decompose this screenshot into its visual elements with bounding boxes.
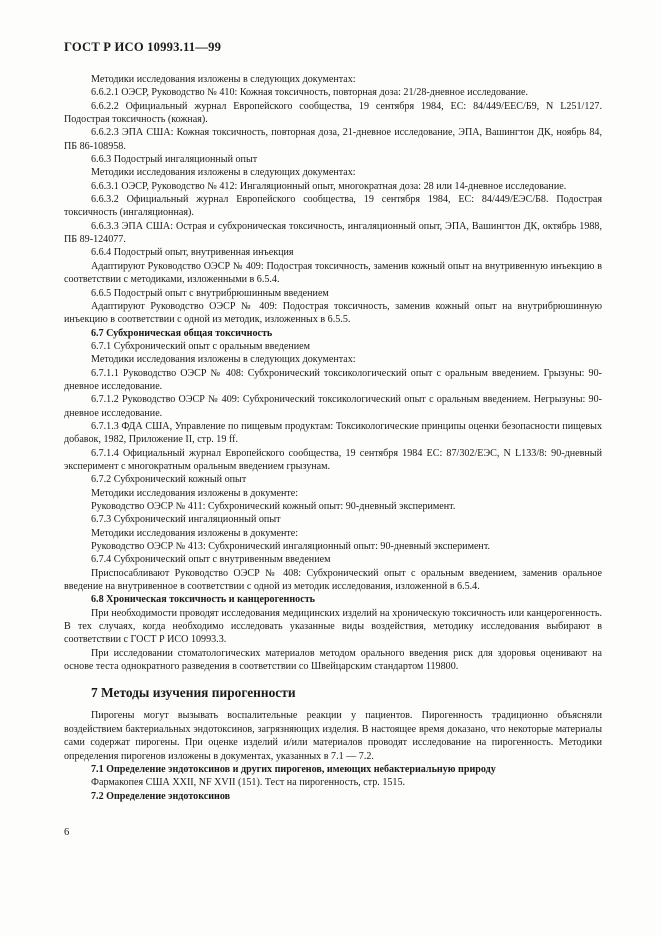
paragraph: Приспосабливают Руководство ОЭСР № 408: Субхронический опыт с оральным введением, заменив оральное введение на внутривенное в соответствии с одной из методик исследования, изложенной в 6.5.4. <box>64 567 602 593</box>
section-heading: 6.8 Хроническая токсичность и канцерогенность <box>91 594 315 606</box>
section-heading: 6.7 Субхроническая общая токсичность <box>91 327 273 339</box>
paragraph: Руководство ОЭСР № 413: Субхронический ингаляционный опыт: 90-дневный эксперимент. <box>91 541 491 553</box>
paragraph: Фармакопея США XXII, NF XVII (151). Тест на пирогенность, стр. 1515. <box>91 777 406 789</box>
paragraph: 6.6.3.3 ЭПА США: Острая и субхроническая токсичность, ингаляционный опыт, ЭПА, Вашингтон ДК, октябрь 1988, ПБ 89-124077. <box>64 220 602 246</box>
subsection-title: 6.7.4 Субхронический опыт с внутривенным введением <box>91 554 331 566</box>
paragraph: 6.7.1.3 ФДА США, Управление по пищевым продуктам: Токсикологические принципы оценки безопасности пищевых добавок, 1982, Приложение II, стр. 19 ff. <box>64 420 602 446</box>
paragraph: Методики исследования изложены в следующих документах: <box>91 354 356 366</box>
subsection-title: 6.6.3 Подострый ингаляционный опыт <box>91 154 258 166</box>
document-body <box>64 73 602 803</box>
paragraph: Методики исследования изложены в следующих документах: <box>91 167 356 179</box>
chapter-heading: 7 Методы изучения пирогенности <box>91 685 296 701</box>
paragraph: Пирогены могут вызывать воспалительные реакции у пациентов. Пирогенность традиционно объясняли воздействием бактериальных эндотоксинов, загрязняющих изделия. В настоящее время доказано, что некоторые материалы сами содержат пирогены. При оценке изделий и/или материалов проводят исследование на пирогенность. Методики определения пирогенов изложены в документах, указанных в 7.1 — 7.2. <box>64 710 602 762</box>
paragraph: Методики исследования изложены в документе: <box>91 527 299 539</box>
subsection-title: 6.7.3 Субхронический ингаляционный опыт <box>91 514 281 526</box>
paragraph: Методики исследования изложены в следующих документах: <box>91 74 356 85</box>
paragraph: При исследовании стоматологических материалов методом орального введения риск для здоровья оценивают на основе теста однократного разведения в соответствии со Швейцарским стандартом 119800. <box>64 647 602 673</box>
paragraph: 6.7.1.2 Руководство ОЭСР № 409: Субхронический токсикологический опыт с оральным введением. Негрызуны: 90-дневное исследование. <box>64 394 602 419</box>
paragraph: 6.6.2.1 ОЭСР, Руководство № 410: Кожная токсичность, повторная доза: 21/28-дневное исследование. <box>91 87 528 99</box>
subsection-title: 6.7.1 Субхронический опыт с оральным введением <box>91 340 310 352</box>
paragraph: 6.7.1.4 Официальный журнал Европейского сообщества, 19 сентября 1984 ЕС: 87/302/ЕЭС, N L133/8: 90-дневный эксперимент с многократным оральным введением грызунам. <box>64 447 602 472</box>
page-number: 6 <box>64 827 70 838</box>
paragraph: Методики исследования изложены в документе: <box>91 487 299 499</box>
subsection-title: 6.6.5 Подострый опыт с внутрибрюшинным введением <box>91 287 329 299</box>
paragraph: При необходимости проводят исследования медицинских изделий на хроническую токсичность или канцерогенность. В тех случаях, когда необходимо исследовать указанные виды воздействия, методику исследования выбирают в соответствии с ГОСТ Р ИСО 10993.3. <box>64 607 602 646</box>
paragraph: 6.7.1.1 Руководство ОЭСР № 408: Субхронический токсикологический опыт с оральным введением. Грызуны: 90-дневное исследование. <box>64 367 602 392</box>
paragraph: 6.6.2.3 ЭПА США: Кожная токсичность, повторная доза, 21-дневное исследование, ЭПА, Вашингтон ДК, ноябрь 84, ПБ 86-108958. <box>64 127 602 152</box>
document-header: ГОСТ Р ИСО 10993.11—99 <box>64 40 222 54</box>
paragraph: 6.6.3.1 ОЭСР, Руководство № 412: Ингаляционный опыт, многократная доза: 28 или 14-дневное исследование. <box>91 180 567 192</box>
paragraph: Руководство ОЭСР № 411: Субхронический кожный опыт: 90-дневный эксперимент. <box>91 501 456 512</box>
paragraph: 6.6.2.2 Официальный журнал Европейского сообщества, 19 сентября 1984, ЕС: 84/449/ЕЕС/Б9, N L251/127. Подострая токсичность (кожная). <box>64 100 602 126</box>
section-heading: 7.1 Определение эндотоксинов и других пирогенов, имеющих небактериальную природу <box>91 763 496 775</box>
paragraph: 6.6.3.2 Официальный журнал Европейского сообщества, 19 сентября 1984, ЕС: 84/449/ЕЭС/Б8. Подострая токсичность (ингаляционная). <box>64 194 602 219</box>
section-heading: 7.2 Определение эндотоксинов <box>91 790 231 802</box>
paragraph: Адаптируют Руководство ОЭСР № 409: Подострая токсичность, заменив кожный опыт на внутрибрюшинную инъекцию в соответствии с одной из методик, изложенных в 6.5.5. <box>64 300 602 326</box>
paragraph: Адаптируют Руководство ОЭСР № 409: Подострая токсичность, заменив кожный опыт на внутривенную инъекцию в соответствии с методиками, изложенными в 6.5.4. <box>64 260 602 286</box>
subsection-title: 6.7.2 Субхронический кожный опыт <box>91 474 247 486</box>
subsection-title: 6.6.4 Подострый опыт, внутривенная инъекция <box>91 247 294 259</box>
